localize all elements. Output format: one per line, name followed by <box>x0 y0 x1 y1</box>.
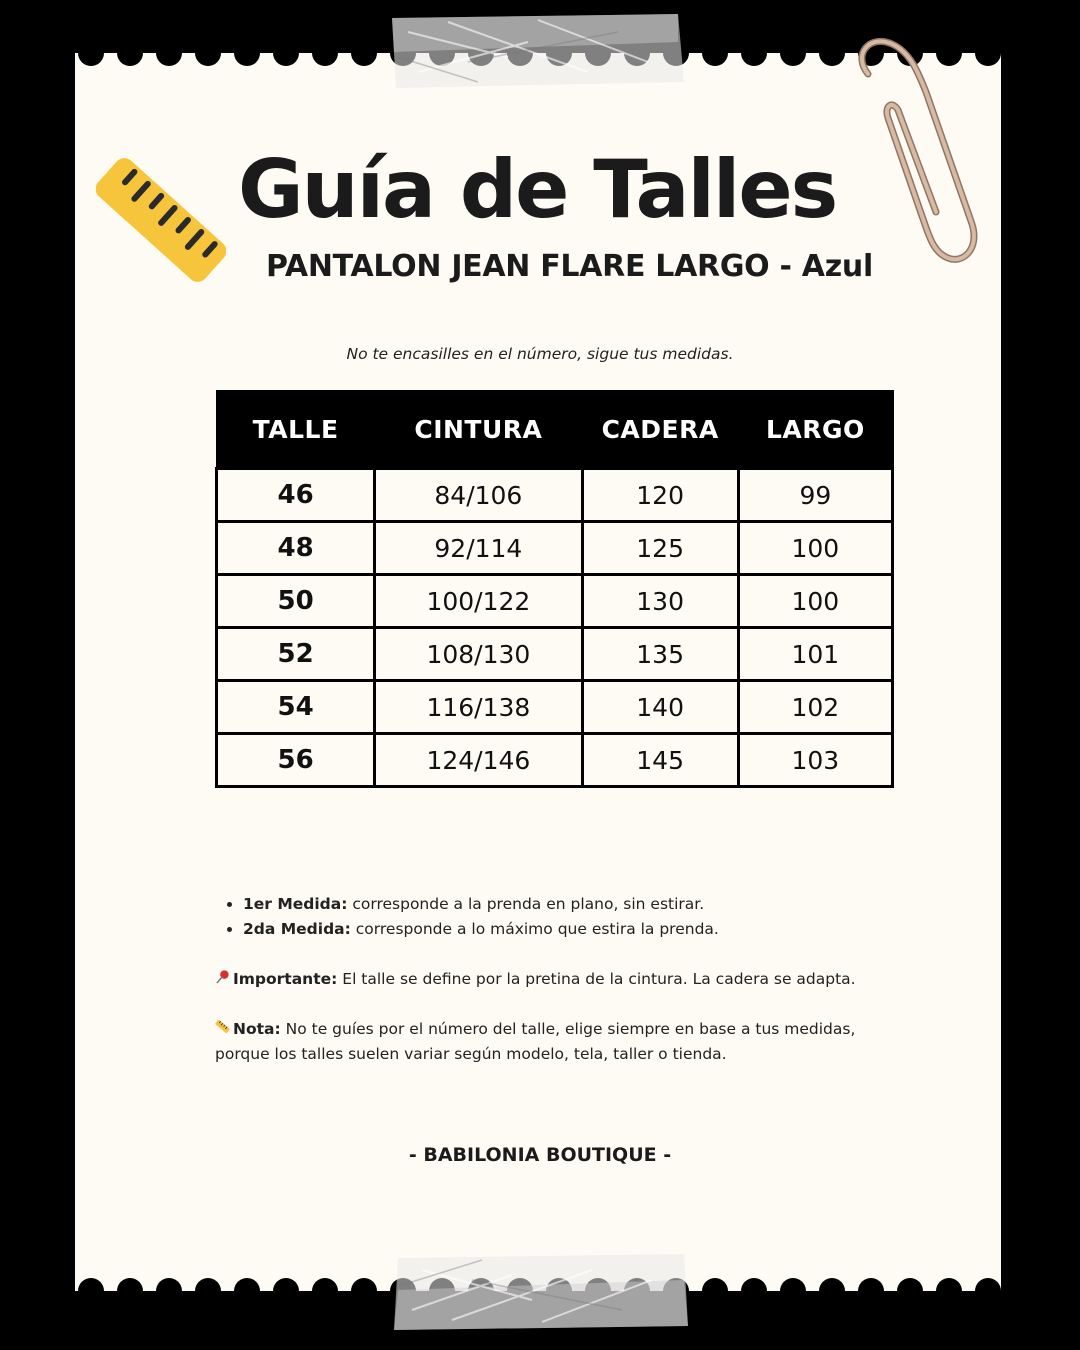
notes-section <box>215 892 905 1067</box>
cell-cadera: 125 <box>582 522 738 575</box>
cell-cintura: 124/146 <box>375 734 582 787</box>
cell-talle: 52 <box>217 628 375 681</box>
column-header-talle: TALLE <box>217 391 375 469</box>
cell-cadera: 120 <box>582 469 738 522</box>
table-row <box>217 522 893 575</box>
column-header-cintura: CINTURA <box>375 391 582 469</box>
column-header-largo: LARGO <box>738 391 892 469</box>
note-label: 2da Medida: <box>243 920 351 938</box>
table-row <box>217 628 893 681</box>
note-text: corresponde a la prenda en plano, sin estirar. <box>347 895 705 913</box>
table-row <box>217 681 893 734</box>
cell-talle: 48 <box>217 522 375 575</box>
table-row <box>217 575 893 628</box>
cell-largo: 101 <box>738 628 892 681</box>
pushpin-icon <box>215 967 233 992</box>
cell-cintura: 100/122 <box>375 575 582 628</box>
column-header-cadera: CADERA <box>582 391 738 469</box>
ruler-icon <box>215 1017 233 1042</box>
cell-talle: 46 <box>217 469 375 522</box>
tape-bottom <box>392 1250 692 1332</box>
importante-note <box>215 967 905 992</box>
cell-cintura: 92/114 <box>375 522 582 575</box>
product-subtitle: PANTALON JEAN FLARE LARGO - Azul <box>266 249 873 284</box>
brand-footer: - BABILONIA BOUTIQUE - <box>408 1144 672 1166</box>
tape-top <box>388 12 688 92</box>
page-title: Guía de Talles <box>238 143 837 236</box>
cell-largo: 99 <box>738 469 892 522</box>
cell-talle: 54 <box>217 681 375 734</box>
note-label: 1er Medida: <box>243 895 348 913</box>
tagline: No te encasilles en el número, sigue tus medidas. <box>346 345 734 363</box>
table-row <box>217 734 893 787</box>
size-table <box>215 390 894 788</box>
ruler-icon <box>96 150 226 290</box>
cell-cadera: 140 <box>582 681 738 734</box>
cell-cintura: 84/106 <box>375 469 582 522</box>
measurement-list <box>215 892 905 942</box>
cell-cintura: 116/138 <box>375 681 582 734</box>
cell-cintura: 108/130 <box>375 628 582 681</box>
cell-largo: 103 <box>738 734 892 787</box>
table-header-row <box>217 391 893 469</box>
cell-cadera: 130 <box>582 575 738 628</box>
list-item <box>243 917 905 942</box>
note-text: No te guíes por el número del talle, elige siempre en base a tus medidas, porque los talles suelen variar según modelo, tela, taller o tienda. <box>215 1020 856 1063</box>
note-label: Importante: <box>233 970 338 988</box>
note-text: El talle se define por la pretina de la cintura. La cadera se adapta. <box>337 970 856 988</box>
note-text: corresponde a lo máximo que estira la prenda. <box>350 920 719 938</box>
cell-largo: 100 <box>738 575 892 628</box>
note-label: Nota: <box>233 1020 281 1038</box>
list-item <box>243 892 905 917</box>
cell-cadera: 135 <box>582 628 738 681</box>
paper-clip-icon <box>840 32 985 272</box>
cell-largo: 100 <box>738 522 892 575</box>
nota-note <box>215 1017 905 1067</box>
cell-cadera: 145 <box>582 734 738 787</box>
cell-talle: 56 <box>217 734 375 787</box>
table-row <box>217 469 893 522</box>
cell-largo: 102 <box>738 681 892 734</box>
cell-talle: 50 <box>217 575 375 628</box>
